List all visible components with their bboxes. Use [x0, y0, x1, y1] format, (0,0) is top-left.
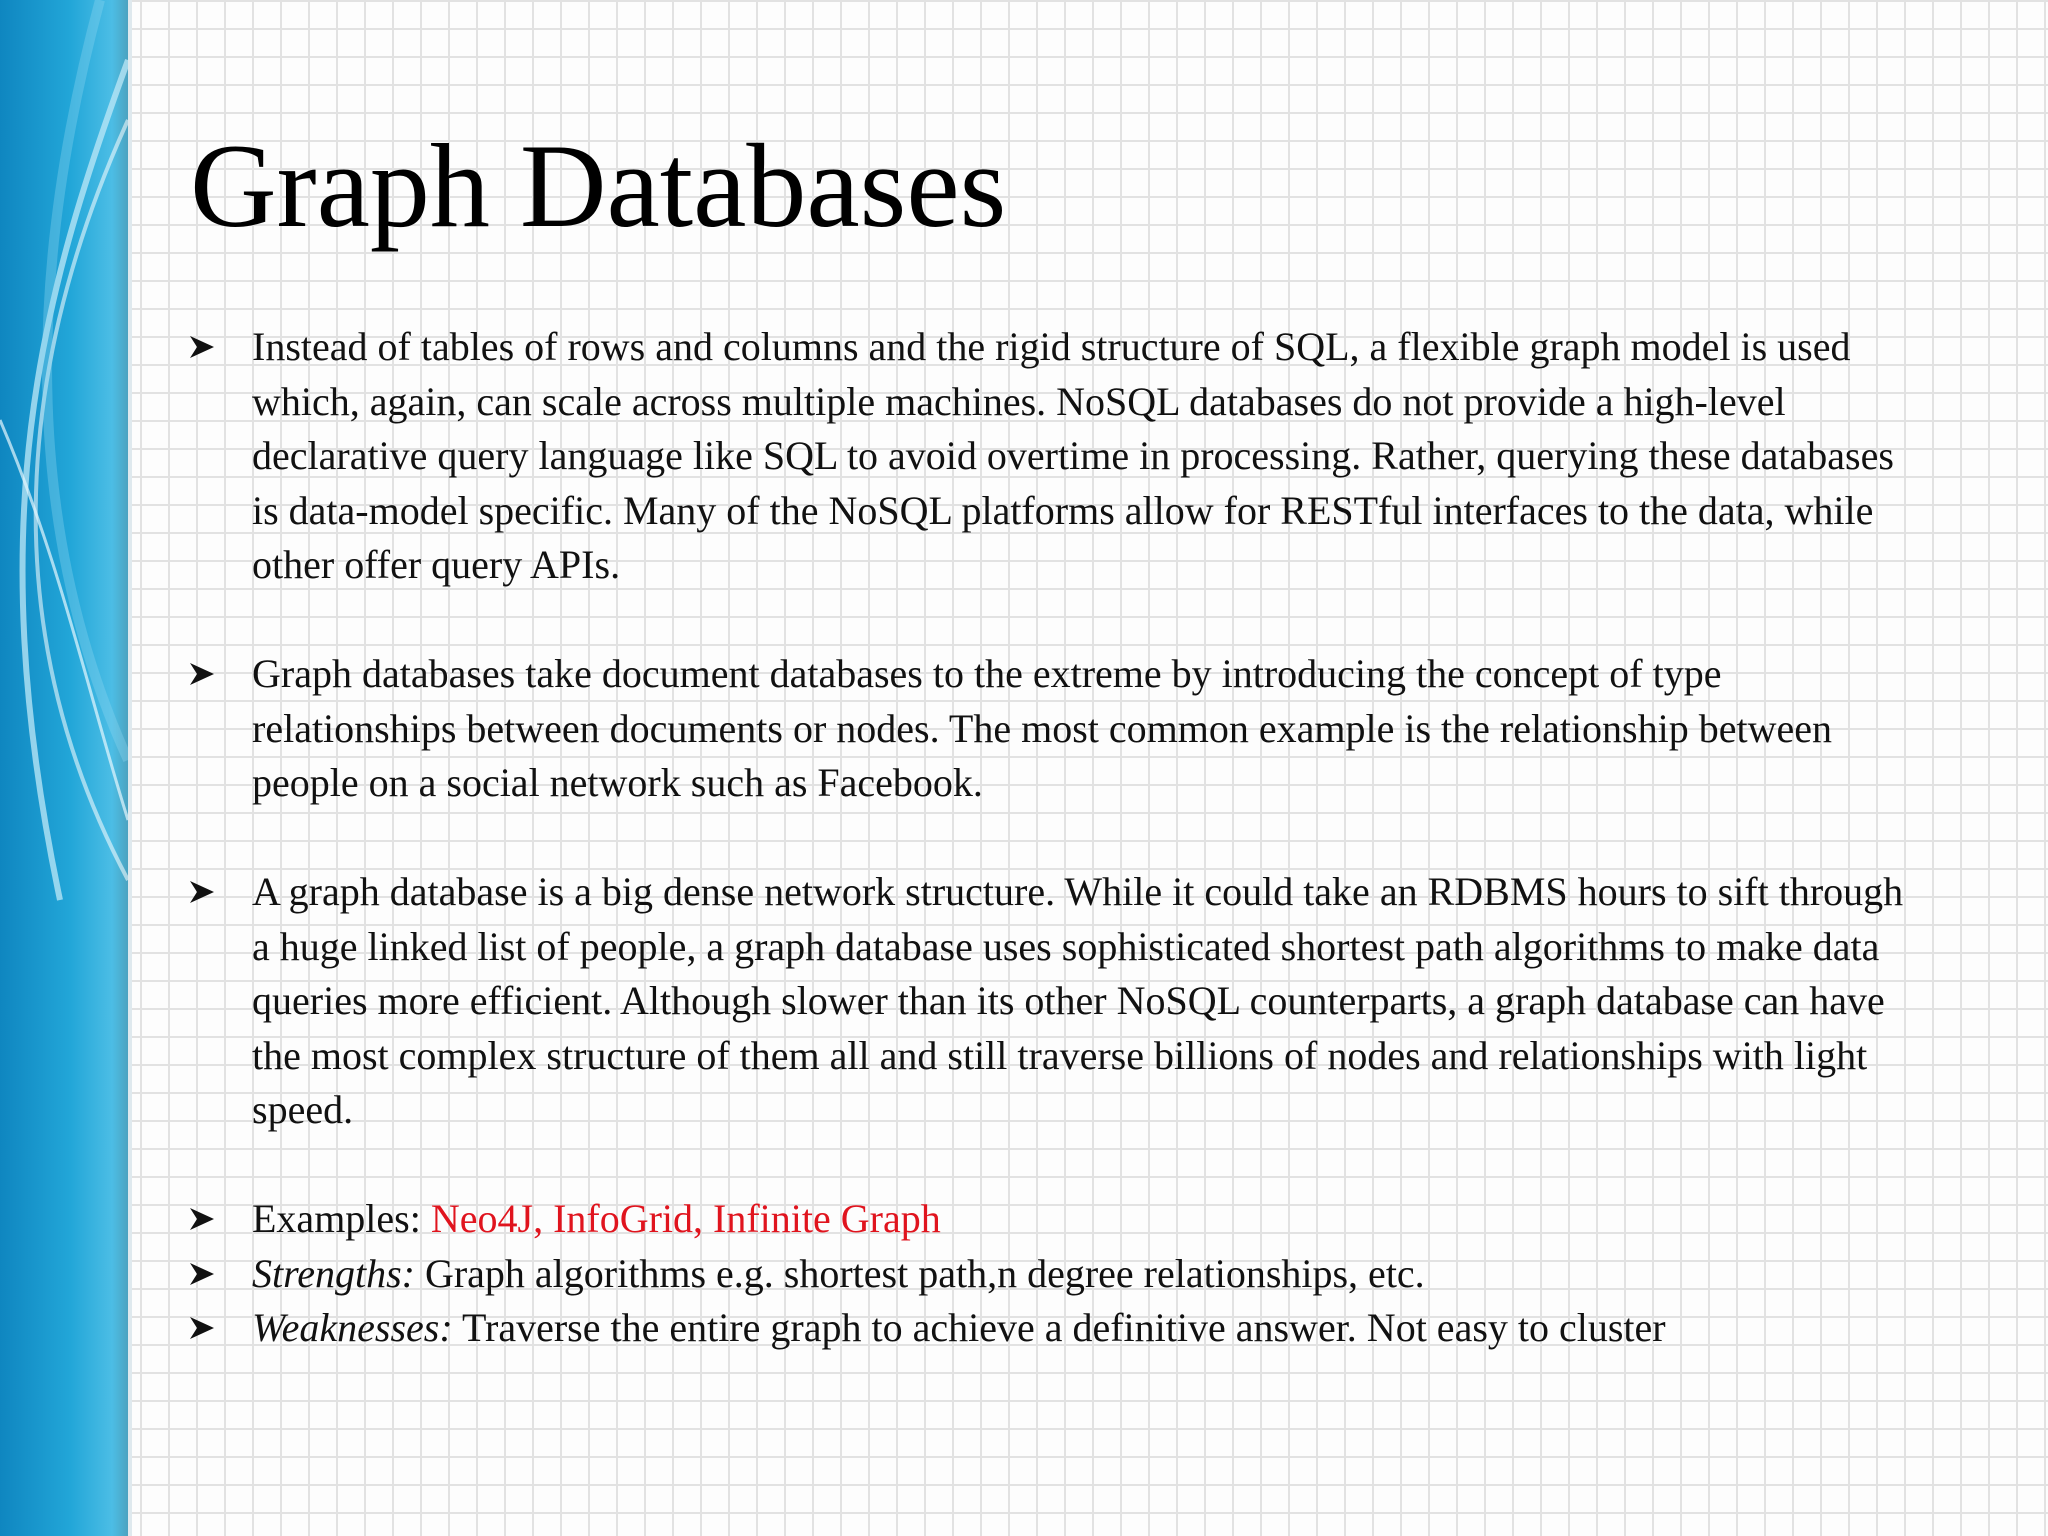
- bullet-strengths: [188, 1247, 1928, 1302]
- examples-label: Examples:: [252, 1196, 431, 1241]
- bullet-text: A graph database is a big dense network structure. While it could take an RDBMS hours to sift through a huge linked list of people, a graph database uses sophisticated shortest path algorithms to make data queries more efficient. Although slower than its other NoSQL counterparts, a graph database can have the most complex structure of them all and still traverse billions of nodes and relationships with light speed.: [252, 869, 1904, 1132]
- bullet-item: [188, 320, 1928, 593]
- spacer: [188, 593, 1928, 648]
- bullet-text: [252, 1192, 1928, 1247]
- bullet-item: [188, 647, 1928, 811]
- bullet-text: [252, 1301, 1928, 1356]
- weaknesses-label: Weaknesses:: [252, 1305, 453, 1350]
- bullet-text: [252, 1247, 1928, 1302]
- spacer: [188, 1138, 1928, 1193]
- slide-title: Graph Databases: [190, 119, 1007, 252]
- weaknesses-value: Traverse the entire graph to achieve a definitive answer. Not easy to cluster: [452, 1305, 1666, 1350]
- bullet-item: [188, 865, 1928, 1138]
- arrowhead-bullet-icon: [188, 1301, 252, 1356]
- bullet-weaknesses: [188, 1301, 1928, 1356]
- arrowhead-bullet-icon: [188, 1247, 252, 1302]
- strengths-value: Graph algorithms e.g. shortest path,n degree relationships, etc.: [414, 1250, 1425, 1296]
- spacer: [188, 811, 1928, 866]
- bullet-examples: [188, 1192, 1928, 1247]
- bullet-text: Instead of tables of rows and columns and the rigid structure of SQL, a flexible graph model is used which, again, can scale across multiple machines. NoSQL databases do not provide a high-level declarative query language like SQL to avoid overtime in processing. Rather, querying these databases is data-model specific. Many of the NoSQL platforms allow for RESTful interfaces to the data, while other offer query APIs.: [252, 324, 1894, 587]
- bullet-text: Graph databases take document databases to the extreme by introducing the concept of type relationships between documents or nodes. The most common example is the relationship between people on a social network such as Facebook.: [252, 651, 1832, 805]
- decorative-side-band: [0, 0, 132, 1536]
- arrowhead-bullet-icon: [188, 1192, 252, 1247]
- arrowhead-bullet-icon: [188, 647, 252, 702]
- bullet-list: [188, 320, 1928, 1356]
- arrowhead-bullet-icon: [188, 320, 252, 375]
- examples-value: Neo4J, InfoGrid, Infinite Graph: [430, 1196, 941, 1241]
- arrowhead-bullet-icon: [188, 865, 252, 920]
- strengths-label: Strengths:: [252, 1250, 415, 1296]
